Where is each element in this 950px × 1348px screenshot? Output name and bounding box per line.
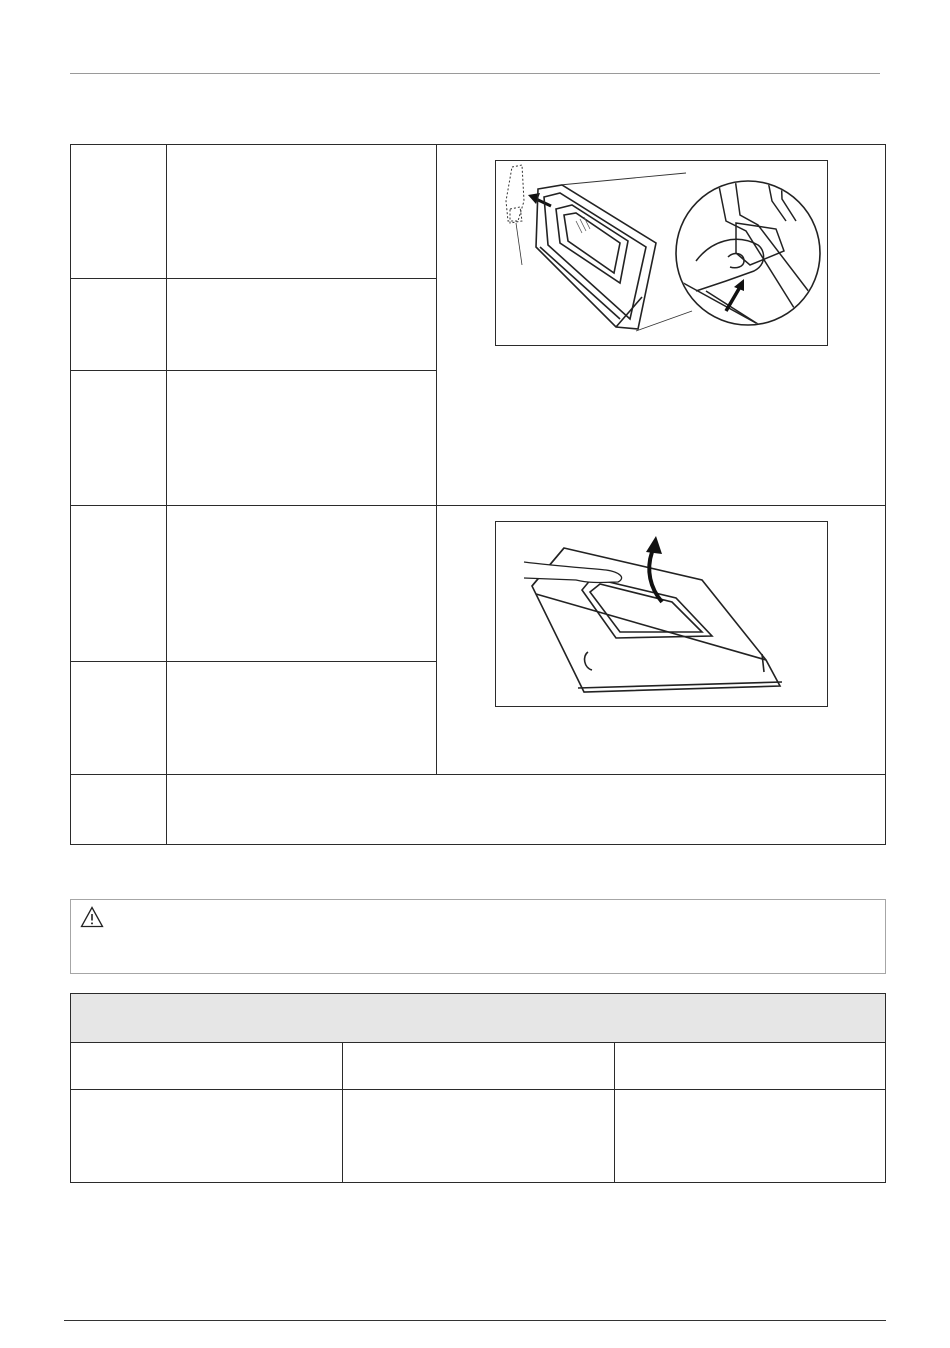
- warning-box: [70, 899, 886, 974]
- illustration-panel-lift: [495, 521, 828, 707]
- info-table-header: [71, 994, 885, 1042]
- info-table-header-divider: [70, 1042, 886, 1043]
- door-panel-lift-illustration: [496, 522, 827, 706]
- info-table-column-divider-1: [342, 1042, 343, 1183]
- header-rule: [70, 73, 880, 74]
- steps-row-divider-3: [70, 505, 886, 506]
- info-table-row-divider: [70, 1089, 886, 1090]
- illustration-glass-removal: [495, 160, 828, 346]
- steps-image-column-divider: [436, 144, 437, 774]
- steps-row-divider-4: [70, 661, 436, 662]
- steps-row-divider-1: [70, 278, 436, 279]
- steps-number-column-divider: [166, 144, 167, 845]
- door-glass-panel-removal-illustration: [496, 161, 827, 345]
- steps-row-divider-2: [70, 370, 436, 371]
- warning-triangle-icon: [80, 906, 104, 928]
- footer-rule: [64, 1320, 886, 1321]
- info-table-column-divider-2: [614, 1042, 615, 1183]
- steps-row-divider-5: [70, 774, 886, 775]
